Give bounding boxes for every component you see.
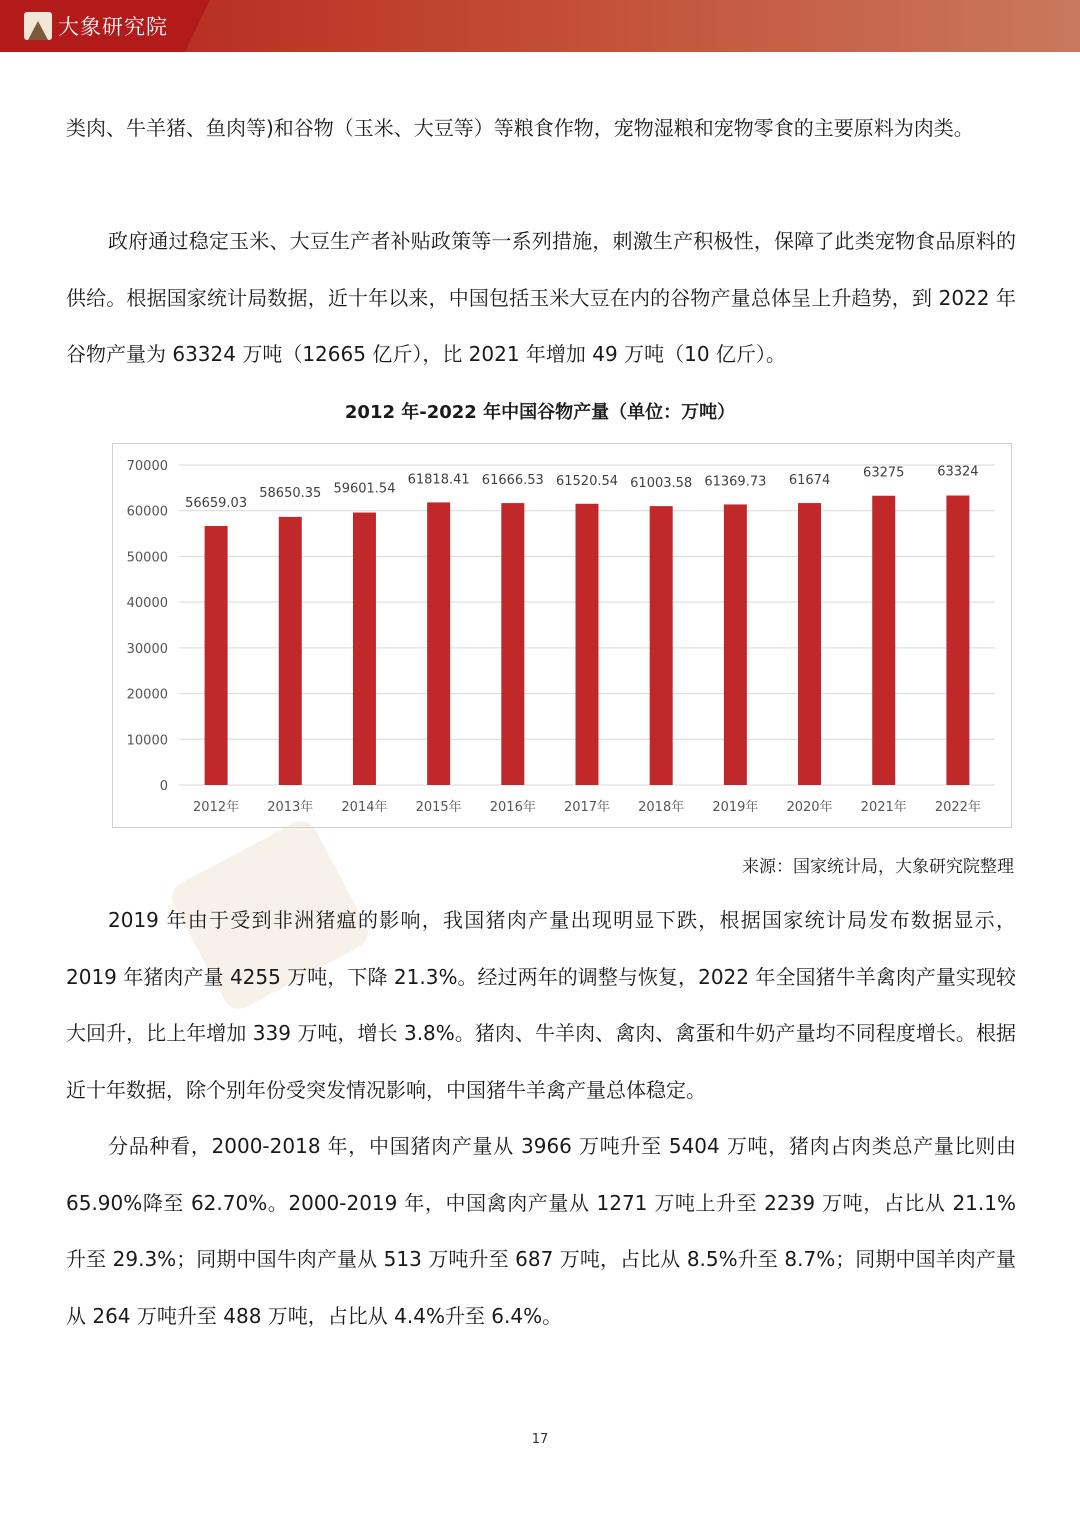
x-tick-label: 2018年 [638, 800, 685, 815]
x-tick-label: 2012年 [193, 800, 240, 815]
bar [501, 503, 524, 785]
y-tick-label: 10000 [126, 733, 168, 749]
y-tick-label: 50000 [126, 550, 168, 566]
y-tick-label: 0 [159, 779, 168, 794]
page-header [0, 0, 1080, 52]
bar [576, 504, 599, 785]
bar [427, 502, 450, 785]
page-number: 17 [531, 1432, 549, 1447]
x-tick-label: 2013年 [267, 800, 314, 815]
x-tick-label: 2020年 [786, 800, 833, 815]
data-label: 61666.53 [481, 473, 544, 489]
bar [205, 526, 228, 785]
chart-title: 2012 年-2022 年中国谷物产量（单位：万吨） [344, 402, 736, 423]
paragraph-1: 类肉、牛羊猪、鱼肉等)和谷物（玉米、大豆等）等粮食作物，宠物湿粮和宠物零食的主要原料为肉类。 [66, 116, 974, 140]
x-tick-label: 2015年 [415, 800, 462, 815]
chart-canvas [113, 444, 1013, 829]
x-tick-label: 2017年 [563, 800, 611, 815]
x-tick-label: 2016年 [489, 800, 536, 815]
y-tick-label: 60000 [126, 504, 168, 520]
bar [279, 517, 302, 785]
y-tick-label: 70000 [126, 459, 168, 474]
data-label: 58650.35 [259, 485, 322, 501]
logo-text: 大象研究院 [58, 15, 168, 39]
bar [946, 496, 969, 785]
paragraph-4: 分品种看，2000-2018 年，中国猪肉产量从 3966 万吨升至 5404 万吨，猪肉占肉类总产量比则由 65.90%降至 62.70%。2000-2019 年，中国禽肉产量从 1271 万吨上升至 2239 万吨，占比从 21.1%升至 29.3%；同期中国牛肉产量从 513 万吨升至 687 万吨，占比从 8.5%升至 8.7%；同期中国羊肉产量从 264 万吨升至 488 万吨，占比从 4.4%升至 6.4%。 [66, 1134, 1016, 1328]
bar [353, 513, 376, 785]
x-tick-label: 2022年 [934, 800, 981, 815]
bar [724, 504, 747, 785]
x-tick-label: 2021年 [860, 800, 907, 815]
source-note: 来源：国家统计局，大象研究院整理 [742, 857, 1014, 877]
data-label: 63275 [863, 465, 905, 481]
data-label: 63324 [937, 464, 979, 480]
paragraph-2: 政府通过稳定玉米、大豆生产者补贴政策等一系列措施，刺激生产积极性，保障了此类宠物食品原料的供给。根据国家统计局数据，近十年以来，中国包括玉米大豆在内的谷物产量总体呈上升趋势，到 2022 年谷物产量为 63324 万吨（12665 亿斤），比 2021 年增加 49 万吨（10 亿斤）。 [66, 229, 1016, 366]
data-label: 59601.54 [333, 481, 396, 497]
data-label: 61818.41 [407, 472, 470, 488]
data-label: 61369.73 [704, 474, 767, 490]
y-tick-label: 20000 [126, 687, 168, 703]
bar [798, 503, 821, 785]
data-label: 61520.54 [555, 473, 619, 489]
bar-chart [112, 443, 1012, 828]
y-tick-label: 30000 [126, 641, 168, 657]
x-tick-label: 2019年 [712, 800, 759, 815]
logo-icon [24, 12, 52, 40]
data-label: 61003.58 [630, 476, 693, 492]
x-tick-label: 2014年 [341, 800, 388, 815]
data-label: 61674 [788, 473, 831, 489]
bar [872, 496, 895, 785]
paragraph-3: 2019 年由于受到非洲猪瘟的影响，我国猪肉产量出现明显下跌，根据国家统计局发布数据显示，2019 年猪肉产量 4255 万吨，下降 21.3%。经过两年的调整与恢复，2022 年全国猪牛羊禽肉产量实现较大回升，比上年增加 339 万吨，增长 3.8%。猪肉、牛羊肉、禽肉、禽蛋和牛奶产量均不同程度增长。根据近十年数据，除个别年份受突发情况影响，中国猪牛羊禽产量总体稳定。 [66, 908, 1016, 1102]
bar [650, 506, 673, 785]
data-label: 56659.03 [185, 495, 248, 511]
y-tick-label: 40000 [126, 596, 168, 612]
